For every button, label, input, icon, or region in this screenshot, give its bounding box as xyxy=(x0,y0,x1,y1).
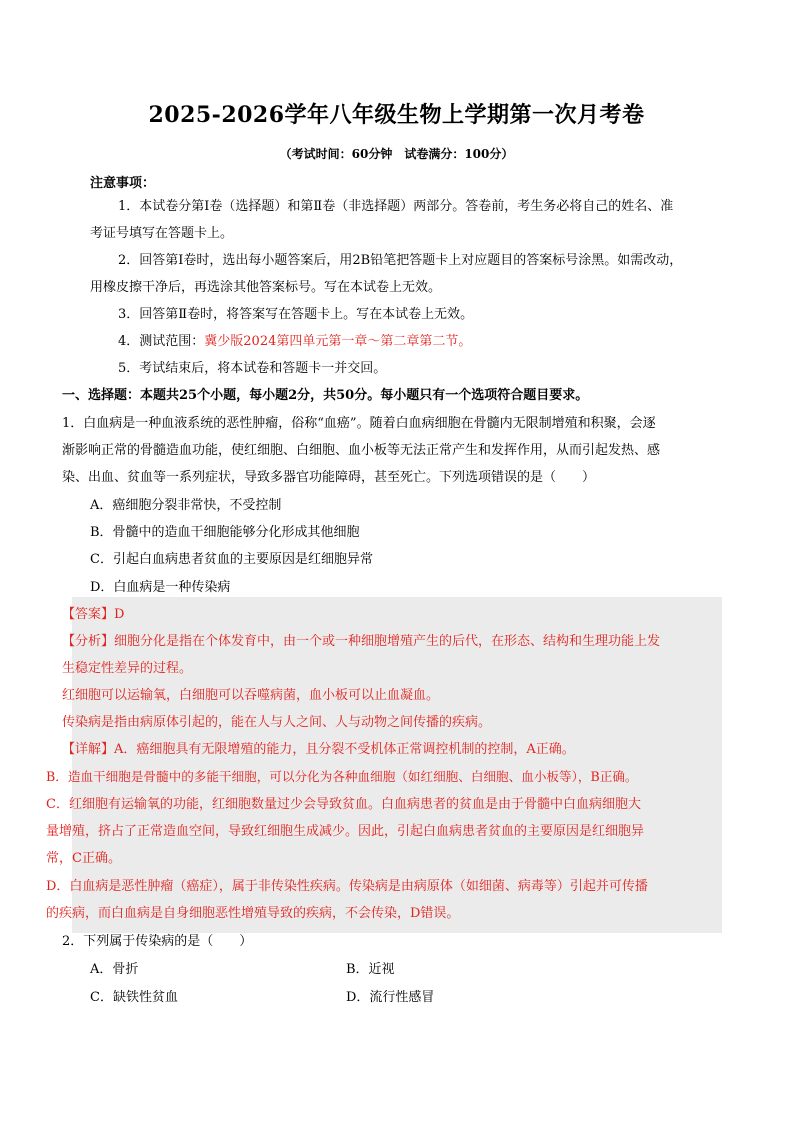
q1-stem-line-3: 染、出血、贫血等一系列症状，导致多器官功能障碍，甚至死亡。下列选项错误的是（ ） xyxy=(62,470,596,485)
q2-option-d: D．流行性感冒 xyxy=(346,990,435,1005)
note-2-line-2: 用橡皮擦干净后，再选涂其他答案标号。写在本试卷上无效。 xyxy=(90,280,442,295)
note-3: 3．回答第Ⅱ卷时，将答案写在答题卡上。写在本试卷上无效。 xyxy=(118,307,474,322)
page-title: 2025-2026学年八年级生物上学期第一次月考卷 xyxy=(148,102,645,128)
q1-stem-line-2: 渐影响正常的骨髓造血功能，使红细胞、白细胞、血小板等无法正常产生和发挥作用，从而引起发热、感 xyxy=(62,443,661,458)
section-1-heading: 一、选择题：本题共25个小题，每小题2分，共50分。每小题只有一个选项符合题目要求。 xyxy=(62,388,589,403)
note-1-line-2: 考证号填写在答题卡上。 xyxy=(90,226,234,241)
q1-detail-c-line-1: C．红细胞有运输氧的功能，红细胞数量过少会导致贫血。白血病患者的贫血是由于骨髓中白血病细胞大 xyxy=(46,797,641,812)
q1-answer xyxy=(62,607,124,623)
note-2-line-1: 2．回答第Ⅰ卷时，选出每小题答案后，用2B铅笔把答题卡上对应题目的答案标号涂黑。如需改动， xyxy=(118,253,683,268)
q2-stem: 2．下列属于传染病的是（ ） xyxy=(62,934,253,949)
q1-analysis-line-3: 红细胞可以运输氧，白细胞可以吞噬病菌，血小板可以止血凝血。 xyxy=(62,688,440,703)
q1-option-a: A．癌细胞分裂非常快，不受控制 xyxy=(90,498,282,513)
q1-detail-d-line-1: D．白血病是恶性肿瘤（癌症），属于非传染性疾病。传染病是由病原体（如细菌、病毒等）引起并可传播 xyxy=(46,879,648,894)
q1-detail-c-line-2: 量增殖，挤占了正常造血空间，导致红细胞生成减少。因此，引起白血病患者贫血的主要原因是红细胞异 xyxy=(46,824,645,839)
exam-info: （考试时间：60分钟 试卷满分：100分） xyxy=(279,147,514,161)
q1-detail-c-line-3: 常，C正确。 xyxy=(46,851,121,866)
q1-analysis-line-4: 传染病是指由病原体引起的，能在人与人之间、人与动物之间传播的疾病。 xyxy=(62,715,492,730)
q1-detail-b: B．造血干细胞是骨髓中的多能干细胞，可以分化为各种血细胞（如红细胞、白细胞、血小板等），B正确。 xyxy=(46,769,638,784)
q1-detail-d-line-2: 的疾病，而白血病是自身细胞恶性增殖导致的疾病，不会传染，D错误。 xyxy=(46,906,460,921)
note-4-scope: 冀少版2024第四单元第一章～第二章第二节。 xyxy=(204,334,472,349)
q2-option-a: A．骨折 xyxy=(90,962,139,977)
note-4-label: 4．测试范围： xyxy=(118,334,205,349)
q1-option-d: D．白血病是一种传染病 xyxy=(90,580,231,595)
q1-option-c: C．引起白血病患者贫血的主要原因是红细胞异常 xyxy=(90,552,373,567)
note-1-line-1: 1．本试卷分第Ⅰ卷（选择题）和第Ⅱ卷（非选择题）两部分。答卷前，考生务必将自己的姓名、准 xyxy=(118,199,674,214)
answer-tag: 【答案】 xyxy=(62,607,115,622)
q1-analysis-line-2: 生稳定性差异的过程。 xyxy=(62,661,193,676)
q1-option-b: B．骨髓中的造血干细胞能够分化形成其他细胞 xyxy=(90,525,360,540)
note-4 xyxy=(118,334,471,350)
q2-option-c: C．缺铁性贫血 xyxy=(90,990,178,1005)
notes-heading: 注意事项： xyxy=(90,176,156,191)
q1-stem-line-1: 1．白血病是一种血液系统的恶性肿瘤，俗称“血癌”。随着白血病细胞在骨髓内无限制增殖和积聚，会逐 xyxy=(62,416,656,431)
q1-analysis-line-1 xyxy=(62,634,660,650)
detail-a-text: A．癌细胞具有无限增殖的能力，且分裂不受机体正常调控机制的控制，A正确。 xyxy=(114,742,575,757)
answer-value: D xyxy=(114,607,125,622)
note-5: 5．考试结束后，将本试卷和答题卡一并交回。 xyxy=(118,361,387,376)
detail-tag: 【详解】 xyxy=(62,742,115,757)
q1-detail-a xyxy=(62,742,575,758)
q2-option-b: B．近视 xyxy=(346,962,395,977)
analysis-text-1: 细胞分化是指在个体发育中，由一个或一种细胞增殖产生的后代，在形态、结构和生理功能上发 xyxy=(114,634,661,649)
analysis-tag: 【分析】 xyxy=(62,634,115,649)
